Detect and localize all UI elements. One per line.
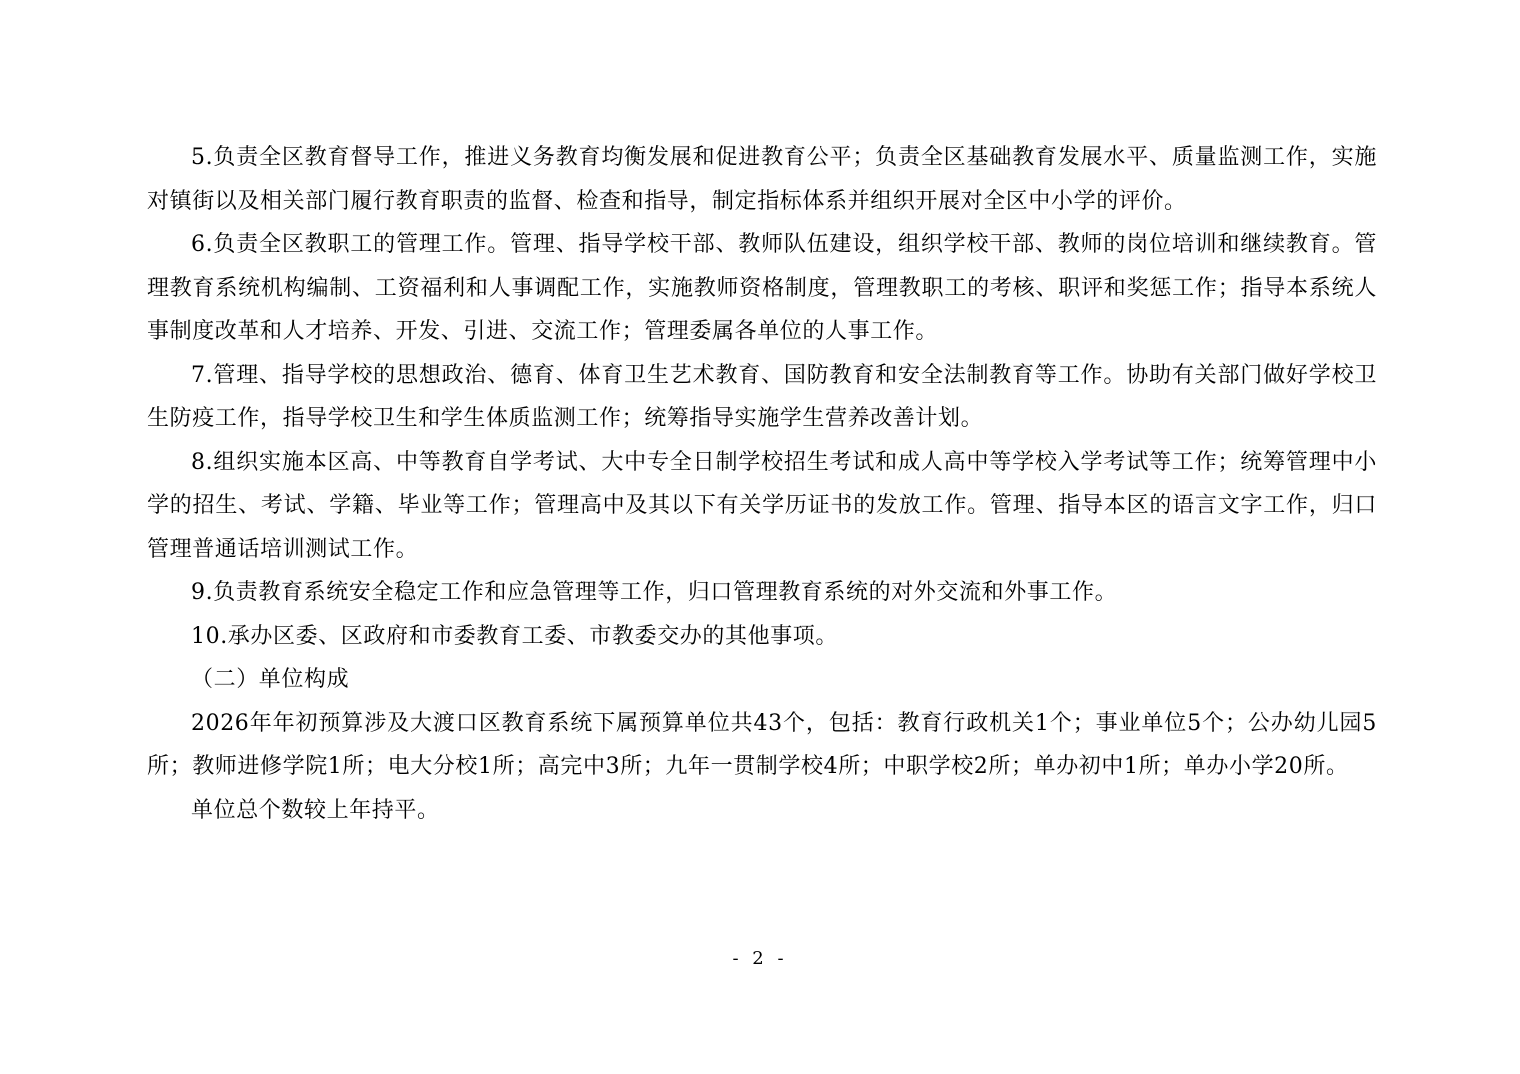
paragraph-unit-list: 2026年年初预算涉及大渡口区教育系统下属预算单位共43个，包括：教育行政机关1个；事业单位5个；公办幼儿园5所；教师进修学院1所；电大分校1所；高完中3所；九年一贯制学校4所；中职学校2所；单办初中1所；单办小学20所。 [147,710,1377,779]
paragraph-duty-9: 9.负责教育系统安全稳定工作和应急管理等工作，归口管理教育系统的对外交流和外事工作。 [191,580,1118,605]
paragraph-unit-total: 单位总个数较上年持平。 [191,797,440,823]
page-number: - 2 - [732,948,788,969]
paragraph-duty-6: 6.负责全区教职工的管理工作。管理、指导学校干部、教师队伍建设，组织学校干部、教师的岗位培训和继续教育。管理教育系统机构编制、工资福利和人事调配工作，实施教师资格制度，管理教职工的考核、职评和奖惩工作；指导本系统人事制度改革和人才培养、开发、引进、交流工作；管理委属各单位的人事工作。 [147,232,1377,344]
paragraph-duty-8: 8.组织实施本区高、中等教育自学考试、大中专全日制学校招生考试和成人高中等学校入学考试等工作；统筹管理中小学的招生、考试、学籍、毕业等工作；管理高中及其以下有关学历证书的发放工作。管理、指导本区的语言文字工作，归口管理普通话培训测试工作。 [147,449,1377,562]
paragraph-duty-5: 5.负责全区教育督导工作，推进义务教育均衡发展和促进教育公平；负责全区基础教育发展水平、质量监测工作，实施对镇街以及相关部门履行教育职责的监督、检查和指导，制定指标体系并组织开展对全区中小学的评价。 [147,145,1377,214]
document-body [147,136,1377,832]
section-heading-unit-composition: （二）单位构成 [191,667,350,692]
paragraph-duty-7: 7.管理、指导学校的思想政治、德育、体育卫生艺术教育、国防教育和安全法制教育等工作。协助有关部门做好学校卫生防疫工作，指导学校卫生和学生体质监测工作；统筹指导实施学生营养改善计划。 [147,362,1377,431]
paragraph-duty-10: 10.承办区委、区政府和市委教育工委、市教委交办的其他事项。 [191,623,838,649]
